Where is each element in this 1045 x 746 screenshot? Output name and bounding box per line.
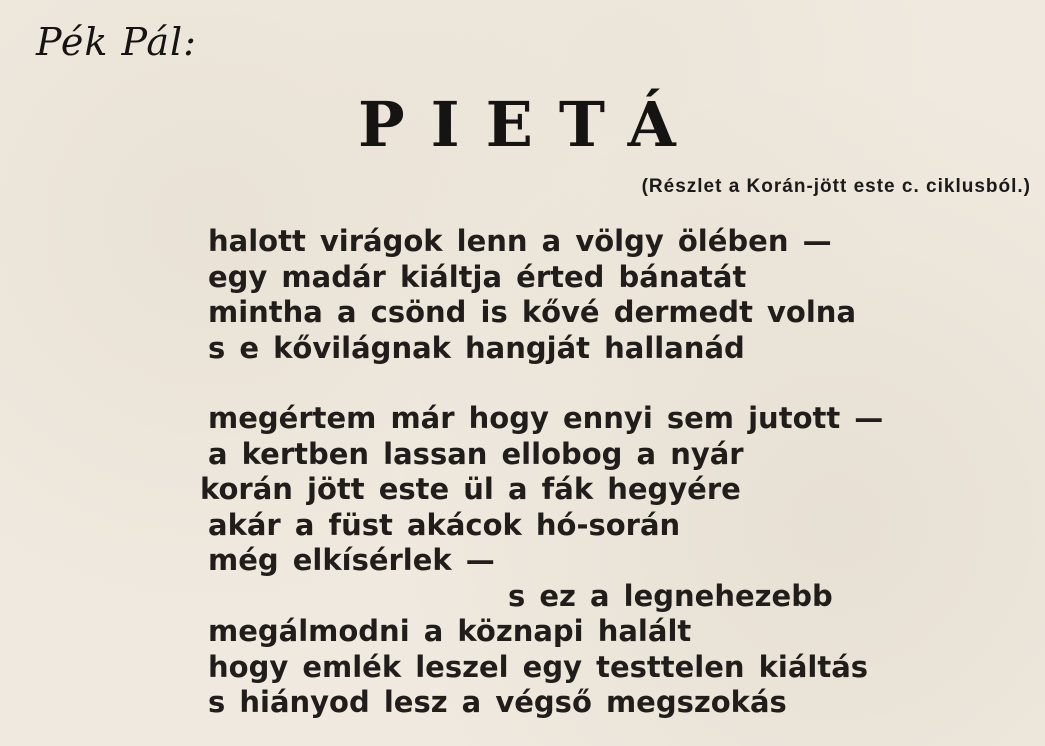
poem-body [200,224,884,721]
author-name: Pék Pál: [36,20,197,64]
poem-line: s hiányod lesz a végső megszokás [208,685,787,719]
poem-line: megértem már hogy ennyi sem jutott — [208,401,884,435]
poem-line: hogy emlék leszel egy testtelen kiáltás [208,649,869,684]
poem-line: halott virágok lenn a völgy ölében — [208,224,832,258]
poem-line: megálmodni a köznapi halált [208,614,692,648]
poem-line: s ez a legnehezebb [508,578,833,613]
stanza-2 [200,401,884,721]
poem-line: egy madár kiáltja érted bánatát [208,259,747,294]
poem-subtitle: (Részlet a Korán-jött este c. ciklusból.) [641,176,1031,197]
poem-line: a kertben lassan ellobog a nyár [208,436,744,471]
stanza-1 [208,224,883,366]
poem-line: korán jött este ül a fák hegyére [200,472,741,506]
poem-line: mintha a csönd is kővé dermedt volna [208,295,857,329]
poem-line: akár a füst akácok hó-során [208,507,681,542]
poem-line: s e kővilágnak hangját hallanád [208,330,745,365]
poem-title: PIETÁ [358,88,702,161]
poem-line: még elkísérlek — [208,543,495,577]
